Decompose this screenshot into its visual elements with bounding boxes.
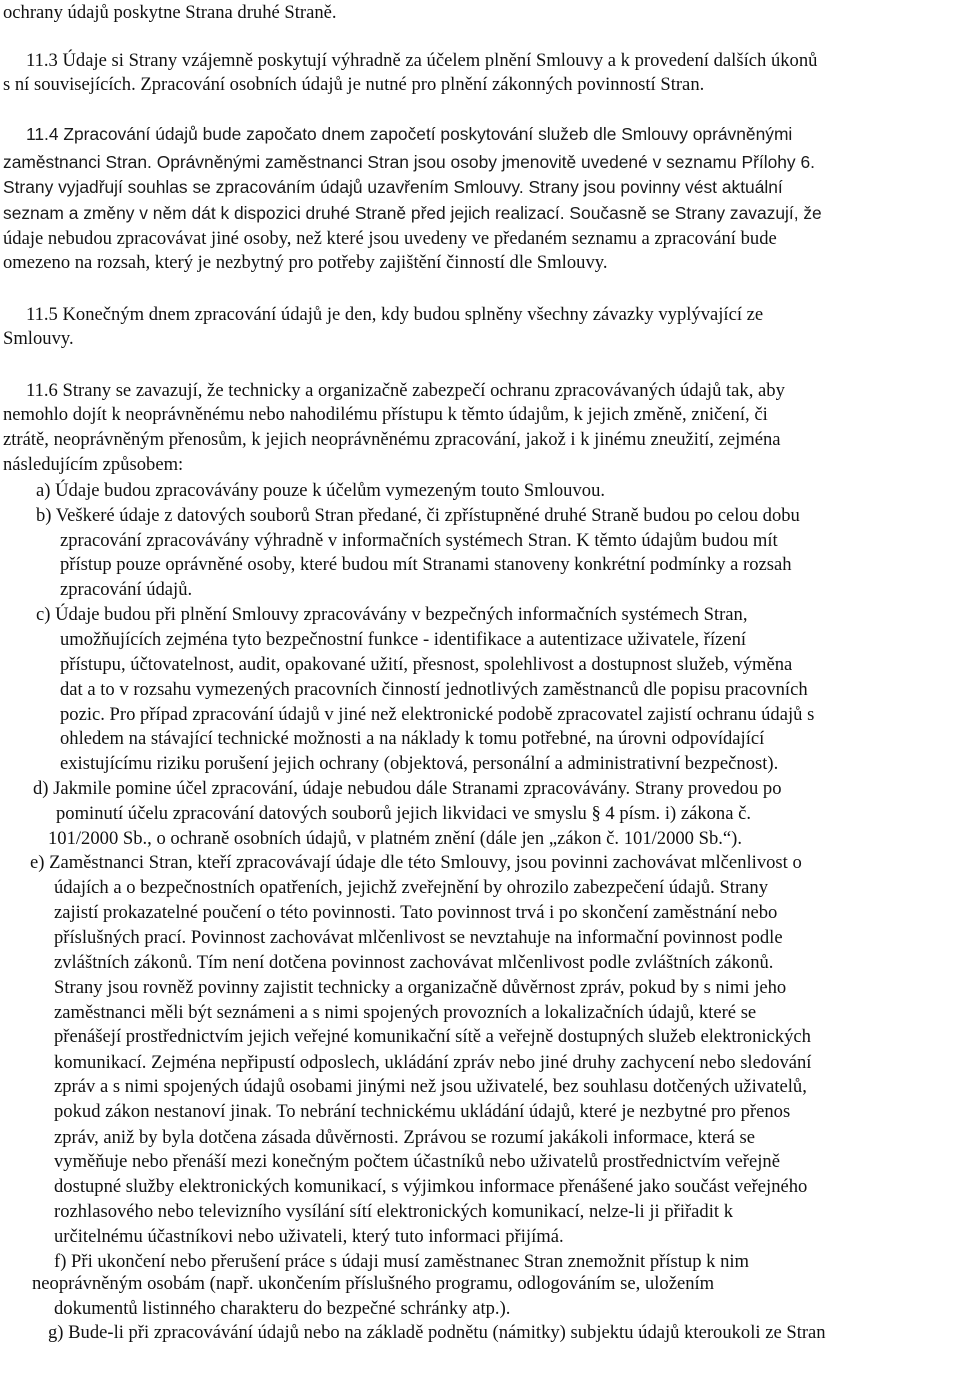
text-line: zaměstnanci měli být seznámeni a s nimi spojených provozních a lokalizačních údajů, které se bbox=[54, 1001, 757, 1023]
text-line: zpracování údajů. bbox=[60, 579, 193, 601]
text-line: umožňujících zejména tyto bezpečnostní funkce - identifikace a autentizace uživatele, řízení bbox=[60, 629, 747, 651]
text-line: zvláštních zákonů. Tím není dotčena povinnost zachovávat mlčenlivost podle zvláštních zákonů. bbox=[54, 951, 774, 973]
text-line: komunikací. Zejména nepřipustí odposlech, ukládání zpráv nebo jiné druhy zachycení nebo sledování bbox=[54, 1051, 812, 1073]
text-line: dat a to v rozsahu vymezených pracovních činností jednotlivých zaměstnanců dle popisu pracovních bbox=[60, 679, 808, 701]
text-line: pozic. Pro případ zpracování údajů v jiné než elektronické podobě zpracovatel zajistí ochranu údajů s bbox=[60, 703, 815, 725]
text-line: seznam a změny v něm dát k dispozici druhé Straně před jejich realizací. Současně se Strany zavazují, že bbox=[3, 203, 822, 223]
text-line: existujícímu riziku porušení jejich ochrany (objektová, personální a administrativní bezpečnost). bbox=[60, 753, 779, 775]
text-line: příslušných prací. Povinnost zachovávat mlčenlivost se nevztahuje na informační povinnost podle bbox=[54, 927, 783, 949]
text-line: s ní souvisejících. Zpracování osobních údajů je nutné pro plnění zákonných povinností Stran. bbox=[3, 74, 705, 95]
text-line: g) Bude-li při zpracovávání údajů nebo na základě podnětu (námitky) subjektu údajů kteroukoli ze Stran bbox=[48, 1322, 826, 1343]
section-11-6-line: 11.6 Strany se zavazují, že technicky a organizačně zabezpečí ochranu zpracovávaných údajů tak, aby bbox=[26, 380, 785, 401]
text-line: dostupné služby elektronických komunikací, s výjimkou informace přenášené jako součást veřejného bbox=[54, 1175, 808, 1197]
text-line: přístup pouze oprávněné osoby, které budou mít Stranami stanoveny konkrétní podmínky a rozsah bbox=[60, 554, 792, 575]
text-line: zajistí prokazatelné poučení o této povinnosti. Tato povinnost trvá i po skončení zaměstnání nebo bbox=[54, 902, 778, 923]
text-line: rozhlasového nebo televizního vysílání sítí elektronických komunikací, nelze-li ji přiřadit k bbox=[54, 1201, 733, 1223]
text-line: ztrátě, neoprávněným přenosům, k jejich neoprávněnému zpracování, jakož i k jinému zneužití, zejména bbox=[3, 428, 781, 450]
text-line: přístupu, účtovatelnost, audit, opakované užití, přesnost, spolehlivost a dostupnost služeb, výměna bbox=[60, 653, 793, 675]
text-line: přenášejí prostřednictvím jejich veřejné komunikační sítě a veřejně dostupných služeb elektronických bbox=[54, 1026, 811, 1048]
text-line: určitelnému účastníkovi nebo uživateli, který tuto informaci přijímá. bbox=[54, 1225, 564, 1247]
section-11-4-line: 11.4 Zpracování údajů bude započato dnem započetí poskytování služeb dle Smlouvy oprávněnými bbox=[26, 124, 793, 144]
list-item-c: c) Údaje budou při plnění Smlouvy zpracovávány v bezpečných informačních systémech Stran, bbox=[36, 603, 748, 625]
text-line: dokumentů listinného charakteru do bezpečné schránky atp.). bbox=[54, 1297, 511, 1319]
text-line: Strany jsou rovněž povinny zajistit technicky a organizačně důvěrnost zpráv, pokud by s nimi jeho bbox=[54, 977, 787, 999]
text-line: f) Při ukončení nebo přerušení práce s údaji musí zaměstnanec Stran znemožnit přístup k nim bbox=[54, 1251, 750, 1272]
text-line: 101/2000 Sb., o ochraně osobních údajů, v platném znění (dále jen „zákon č. 101/2000 Sb.“). bbox=[48, 827, 742, 849]
text-line: ochrany údajů poskytne Strana druhé Straně. bbox=[3, 2, 337, 23]
text-line: zpracování zpracovávány výhradně v informačních systémech Stran. K těmto údajům budou mít bbox=[60, 529, 778, 551]
text-line: údajích a o bezpečnostních opatřeních, jejichž zveřejnění by ohrozilo zabezpečení údajů. Strany bbox=[54, 876, 769, 898]
list-item-d: d) Jakmile pomine účel zpracování, údaje nebudou dále Stranami zpracovávány. Strany provedou po bbox=[33, 777, 782, 799]
text-line: pominutí účelu zpracování datových souborů jejich likvidaci ve smyslu § 4 písm. i) zákona č. bbox=[56, 803, 752, 825]
list-item-b: b) Veškeré údaje z datových souborů Stran předané, či zpřístupněné druhé Straně budou po celou dobu bbox=[36, 505, 800, 527]
text-line: zaměstnanci Stran. Oprávněnými zaměstnanci Stran jsou osoby jmenovitě uvedené v seznamu Přílohy 6. bbox=[3, 152, 815, 172]
section-11-5-line: 11.5 Konečným dnem zpracování údajů je den, kdy budou splněny všechny závazky vyplývající ze bbox=[26, 304, 764, 325]
list-item-a: a) Údaje budou zpracovávány pouze k účelům vymezeným touto Smlouvou. bbox=[36, 479, 606, 501]
text-line: pokud zákon nestanoví jinak. To nebrání technickému ukládání údajů, které je nezbytné pro přenos bbox=[54, 1101, 791, 1123]
list-item-e: e) Zaměstnanci Stran, kteří zpracovávají údaje dle této Smlouvy, jsou povinni zachovávat mlčenlivost o bbox=[30, 852, 802, 874]
text-line: nemohlo dojít k neoprávněnému nebo nahodilému přístupu k těmto údajům, k jejich změně, zničení, či bbox=[3, 404, 768, 426]
section-11-3-line: 11.3 Údaje si Strany vzájemně poskytují výhradně za účelem plnění Smlouvy a k provedení dalších úkonů bbox=[26, 50, 818, 71]
text-line: Strany vyjadřují souhlas se zpracováním údajů uzavřením Smlouvy. Strany jsou povinny vést aktuální bbox=[3, 177, 783, 197]
text-line: zpráv a s nimi spojených údajů osobami jinými než jsou uživatelé, bez souhlasu dotčených uživatelů, bbox=[54, 1076, 807, 1097]
text-line: následujícím způsobem: bbox=[3, 454, 184, 476]
text-line: vyměňuje nebo přenáší mezi konečným počtem účastníků nebo uživatelů prostřednictvím veřejně bbox=[54, 1151, 780, 1173]
text-line: údaje nebudou zpracovávat jiné osoby, než které jsou uvedeny ve předaném seznamu a zpracování bude bbox=[3, 228, 777, 249]
text-line: Smlouvy. bbox=[3, 328, 74, 349]
list-item-f: neoprávněným osobám (např. ukončením příslušného programu, odlogováním se, uložením bbox=[32, 1273, 715, 1294]
text-line: omezeno na rozsah, který je nezbytný pro potřeby zajištění činností dle Smlouvy. bbox=[3, 252, 608, 273]
text-line: ohledem na stávající technické možnosti a na náklady k tomu potřebné, na úrovni odpovídající bbox=[60, 728, 765, 749]
text-line: zpráv, aniž by byla dotčena zásada důvěrnosti. Zprávou se rozumí jakákoli informace, která se bbox=[54, 1126, 755, 1148]
